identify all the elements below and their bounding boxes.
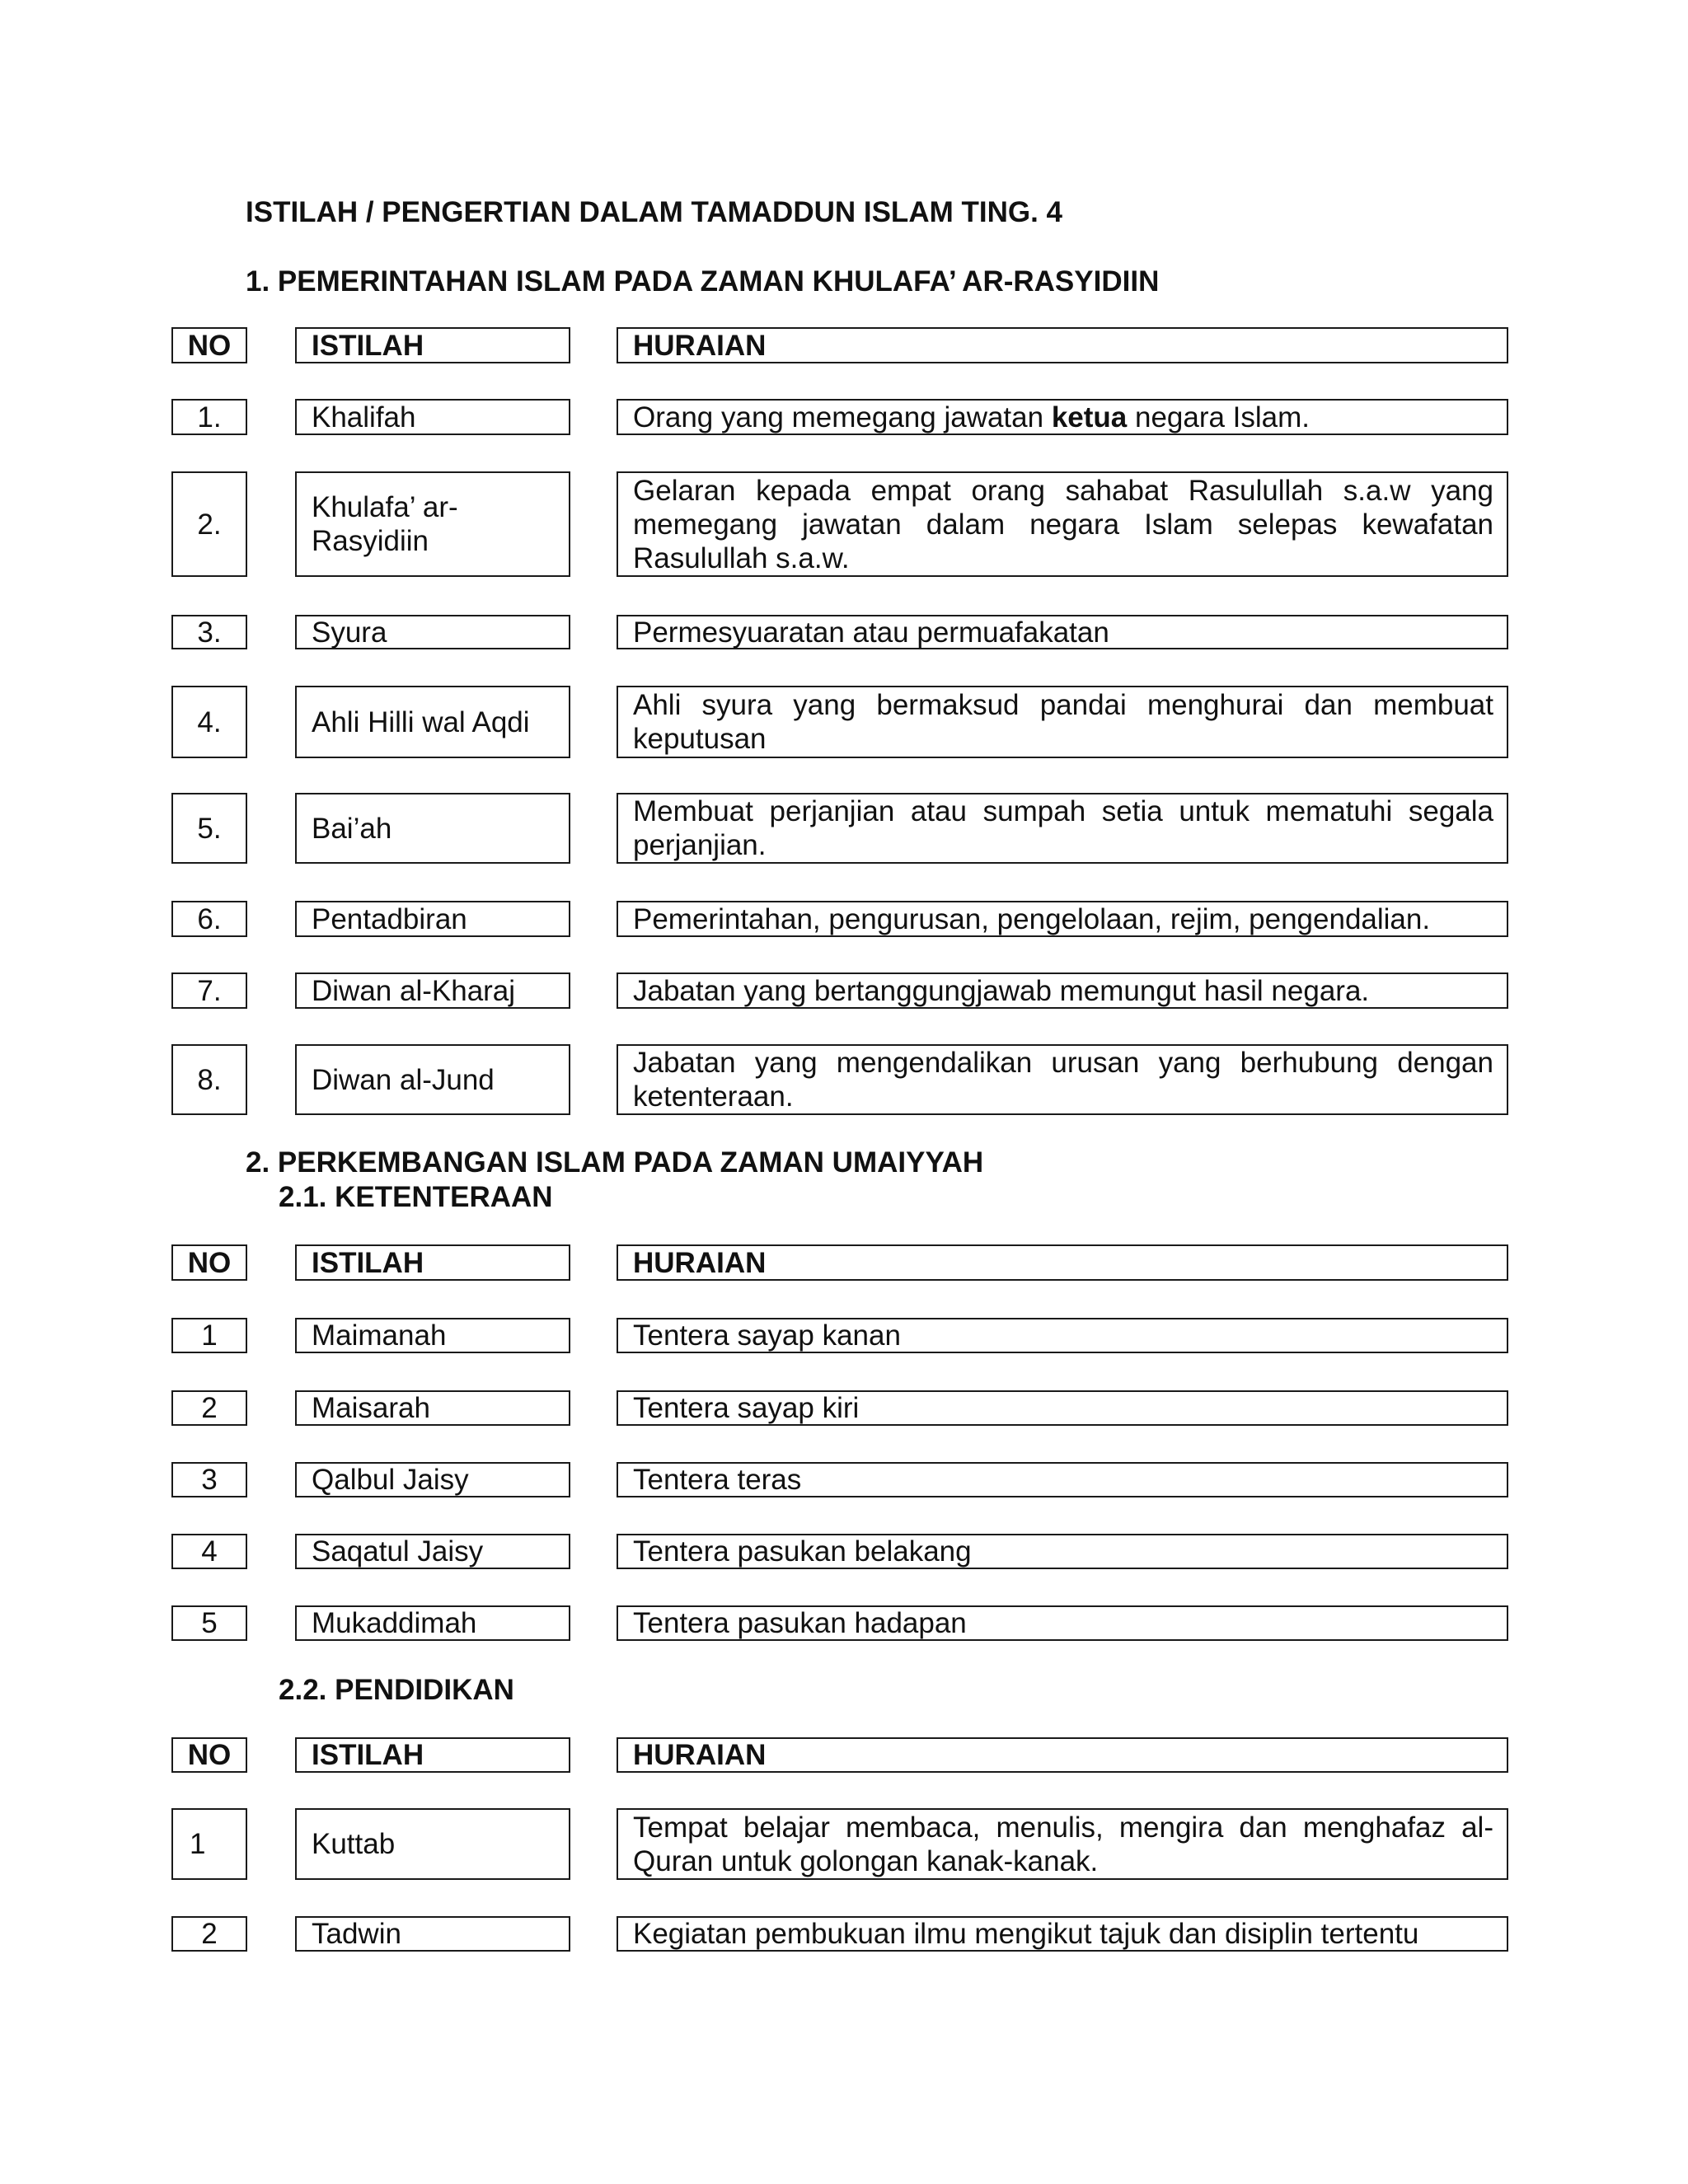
s1-row3-no: 3. [171, 615, 247, 649]
s1-row1-no: 1. [171, 399, 247, 435]
s1-header-no: NO [171, 327, 247, 363]
s1-row7-istilah: Diwan al-Kharaj [295, 972, 570, 1009]
s1-row3-huraian: Permesyuaratan atau permuafakatan [617, 615, 1508, 649]
s1-row2-no: 2. [171, 471, 247, 577]
s1-row5-istilah: Bai’ah [295, 793, 570, 864]
s1-row4-no: 4. [171, 686, 247, 758]
s1-row6-huraian: Pemerintahan, pengurusan, pengelolaan, rejim, pengendalian. [617, 901, 1508, 937]
s1-row3-istilah: Syura [295, 615, 570, 649]
s22-header-no: NO [171, 1737, 247, 1773]
s21-row2-istilah: Maisarah [295, 1390, 570, 1426]
s1-row2-istilah: Khulafa’ ar-Rasyidiin [295, 471, 570, 577]
s1-row1-huraian: Orang yang memegang jawatan ketua negara Islam. [617, 399, 1508, 435]
s1-row8-huraian: Jabatan yang mengendalikan urusan yang berhubung dengan ketenteraan. [617, 1044, 1508, 1115]
s1-row5-huraian: Membuat perjanjian atau sumpah setia untuk mematuhi segala perjanjian. [617, 793, 1508, 864]
s22-row2-huraian: Kegiatan pembukuan ilmu mengikut tajuk dan disiplin tertentu [617, 1916, 1508, 1952]
s21-row3-istilah: Qalbul Jaisy [295, 1462, 570, 1497]
s22-row1-huraian: Tempat belajar membaca, menulis, mengira dan menghafaz al-Quran untuk golongan kanak-kanak. [617, 1808, 1508, 1880]
s22-row2-istilah: Tadwin [295, 1916, 570, 1952]
s22-header-huraian: HURAIAN [617, 1737, 1508, 1773]
section2-1-heading: 2.1. KETENTERAAN [279, 1181, 553, 1213]
s21-row3-huraian: Tentera teras [617, 1462, 1508, 1497]
s21-header-huraian: HURAIAN [617, 1244, 1508, 1281]
s22-header-istilah: ISTILAH [295, 1737, 570, 1773]
s21-row5-no: 5 [171, 1605, 247, 1641]
s21-row5-huraian: Tentera pasukan hadapan [617, 1605, 1508, 1641]
s21-row4-no: 4 [171, 1534, 247, 1569]
s1-row7-huraian: Jabatan yang bertanggungjawab memungut hasil negara. [617, 972, 1508, 1009]
s22-row2-no: 2 [171, 1916, 247, 1952]
s21-row4-istilah: Saqatul Jaisy [295, 1534, 570, 1569]
s21-row2-no: 2 [171, 1390, 247, 1426]
s1-row8-istilah: Diwan al-Jund [295, 1044, 570, 1115]
s22-row1-istilah: Kuttab [295, 1808, 570, 1880]
s1-row1-istilah: Khalifah [295, 399, 570, 435]
s21-row4-huraian: Tentera pasukan belakang [617, 1534, 1508, 1569]
s1-row4-huraian: Ahli syura yang bermaksud pandai menghurai dan membuat keputusan [617, 686, 1508, 758]
section2-heading: 2. PERKEMBANGAN ISLAM PADA ZAMAN UMAIYYAH [246, 1146, 984, 1179]
page-title: ISTILAH / PENGERTIAN DALAM TAMADDUN ISLAM TING. 4 [246, 196, 1062, 228]
s21-row1-istilah: Maimanah [295, 1318, 570, 1353]
s1-row4-istilah: Ahli Hilli wal Aqdi [295, 686, 570, 758]
s1-row7-no: 7. [171, 972, 247, 1009]
bold-term: ketua [1051, 401, 1128, 434]
s22-row1-no: 1 [171, 1808, 247, 1880]
s21-header-istilah: ISTILAH [295, 1244, 570, 1281]
s21-row5-istilah: Mukaddimah [295, 1605, 570, 1641]
s1-row2-huraian: Gelaran kepada empat orang sahabat Rasulullah s.a.w yang memegang jawatan dalam negara Islam selepas kewafatan Rasulullah s.a.w. [617, 471, 1508, 577]
s1-row5-no: 5. [171, 793, 247, 864]
s21-row2-huraian: Tentera sayap kiri [617, 1390, 1508, 1426]
s1-row6-no: 6. [171, 901, 247, 937]
s21-row1-no: 1 [171, 1318, 247, 1353]
s1-row6-istilah: Pentadbiran [295, 901, 570, 937]
s21-header-no: NO [171, 1244, 247, 1281]
s1-header-huraian: HURAIAN [617, 327, 1508, 363]
s1-row8-no: 8. [171, 1044, 247, 1115]
section2-2-heading: 2.2. PENDIDIKAN [279, 1674, 514, 1706]
section1-heading: 1. PEMERINTAHAN ISLAM PADA ZAMAN KHULAFA’ AR-RASYIDIIN [246, 265, 1160, 298]
s21-row3-no: 3 [171, 1462, 247, 1497]
s1-header-istilah: ISTILAH [295, 327, 570, 363]
s21-row1-huraian: Tentera sayap kanan [617, 1318, 1508, 1353]
